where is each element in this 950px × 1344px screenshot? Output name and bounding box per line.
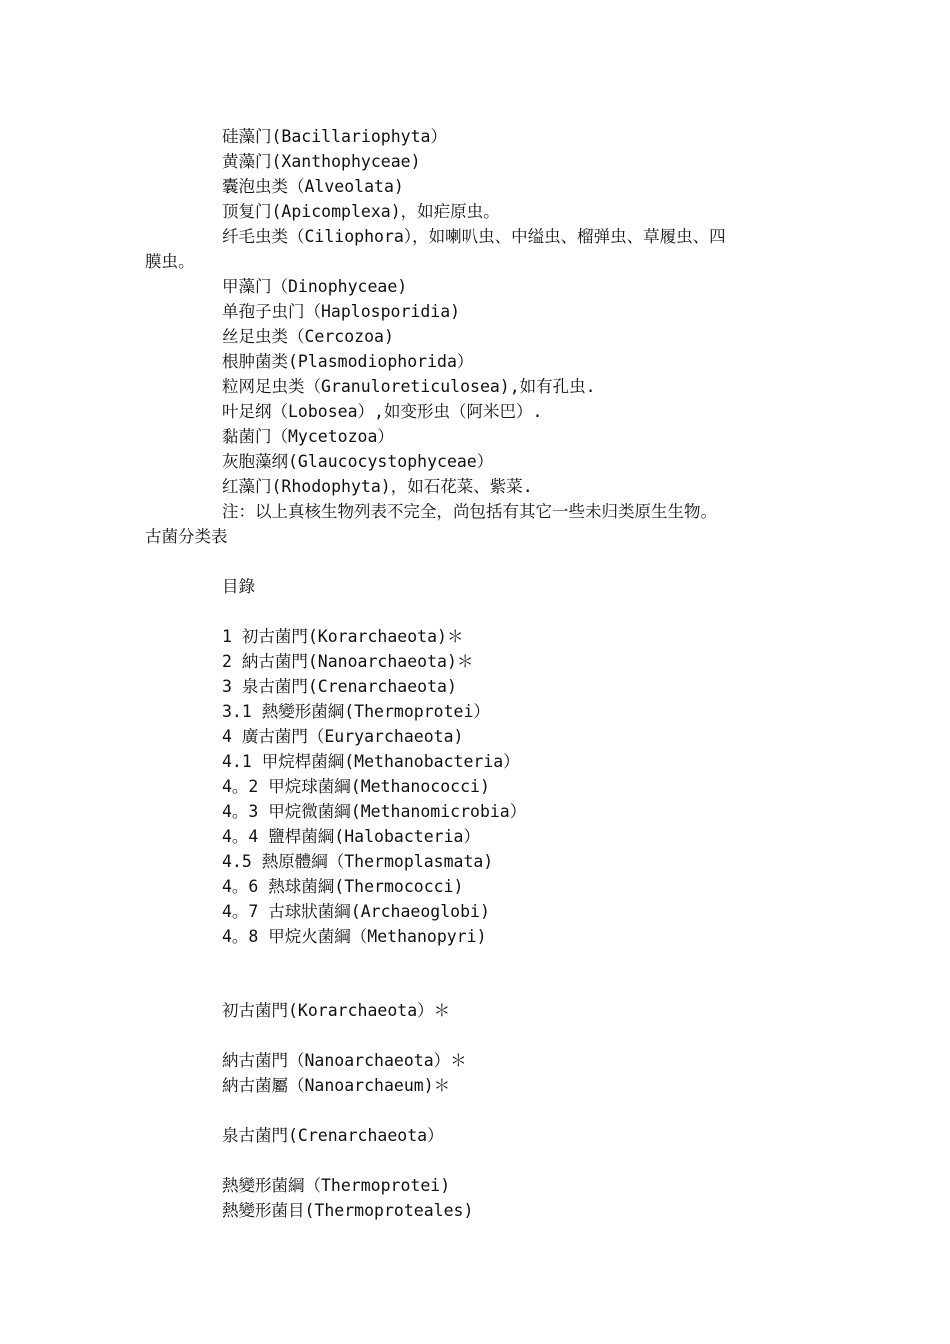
text-line-ciliophora-cont: 膜虫。	[145, 252, 195, 271]
text-line-granuloreticulosea: 粒网足虫类（Granuloreticulosea),如有孔虫.	[222, 377, 596, 396]
section-heading-archaea-classification: 古菌分类表	[145, 527, 228, 546]
text-line-dinophyceae: 甲藻门（Dinophyceae)	[222, 277, 408, 296]
toc-item-4-8: 4。8 甲烷火菌綱（Methanopyri)	[222, 927, 487, 946]
text-line-ciliophora: 纤毛虫类（Ciliophora），如喇叭虫、中缢虫、榴弹虫、草履虫、四	[222, 227, 726, 246]
text-line-apicomplexa: 顶复门(Apicomplexa)，如疟原虫。	[222, 202, 500, 221]
text-line-cercozoa: 丝足虫类（Cercozoa)	[222, 327, 394, 346]
text-line-lobosea: 叶足纲（Lobosea）,如变形虫（阿米巴）.	[222, 402, 543, 421]
toc-item-4-5: 4.5 熱原體綱（Thermoplasmata)	[222, 852, 494, 871]
text-line-rhodophyta: 红藻门(Rhodophyta)，如石花菜、紫菜.	[222, 477, 533, 496]
toc-item-4-4: 4。4 鹽桿菌綱(Halobacteria）	[222, 827, 480, 846]
toc-item-4: 4 廣古菌門（Euryarchaeota)	[222, 727, 464, 746]
toc-item-4-2: 4。2 甲烷球菌綱(Methanococci)	[222, 777, 490, 796]
section-korarchaeota: 初古菌門(Korarchaeota）＊	[222, 1001, 451, 1020]
text-line-haplosporidia: 单孢子虫门（Haplosporidia)	[222, 302, 461, 321]
toc-item-1: 1 初古菌門(Korarchaeota)＊	[222, 627, 464, 646]
toc-heading: 目錄	[222, 577, 255, 596]
text-line-note: 注：以上真核生物列表不完全，尚包括有其它一些未归类原生生物。	[222, 502, 717, 521]
text-line-bacillariophyta: 硅藻门(Bacillariophyta）	[222, 127, 447, 146]
text-line-xanthophyceae: 黄藻门(Xanthophyceae)	[222, 152, 421, 171]
toc-item-4-7: 4。7 古球狀菌綱(Archaeoglobi)	[222, 902, 490, 921]
toc-item-4-3: 4。3 甲烷微菌綱(Methanomicrobia）	[222, 802, 527, 821]
text-line-nanoarchaeum: 納古菌屬（Nanoarchaeum)＊	[222, 1076, 451, 1095]
toc-item-4-6: 4。6 熱球菌綱(Thermococci)	[222, 877, 464, 896]
text-line-plasmodiophorida: 根肿菌类(Plasmodiophorida）	[222, 352, 474, 371]
toc-item-3: 3 泉古菌門(Crenarchaeota)	[222, 677, 457, 696]
text-line-thermoproteales: 熱變形菌目(Thermoproteales)	[222, 1201, 474, 1220]
section-crenarchaeota: 泉古菌門(Crenarchaeota）	[222, 1126, 444, 1145]
text-line-mycetozoa: 黏菌门（Mycetozoa）	[222, 427, 394, 446]
toc-item-4-1: 4.1 甲烷桿菌綱(Methanobacteria）	[222, 752, 520, 771]
toc-item-3-1: 3.1 熱變形菌綱(Thermoprotei）	[222, 702, 490, 721]
toc-item-2: 2 納古菌門(Nanoarchaeota)＊	[222, 652, 474, 671]
text-line-alveolata: 囊泡虫类（Alveolata)	[222, 177, 404, 196]
section-nanoarchaeota: 納古菌門（Nanoarchaeota）＊	[222, 1051, 467, 1070]
text-line-thermoprotei: 熱變形菌綱（Thermoprotei)	[222, 1176, 451, 1195]
text-line-glaucocystophyceae: 灰胞藻纲(Glaucocystophyceae）	[222, 452, 494, 471]
